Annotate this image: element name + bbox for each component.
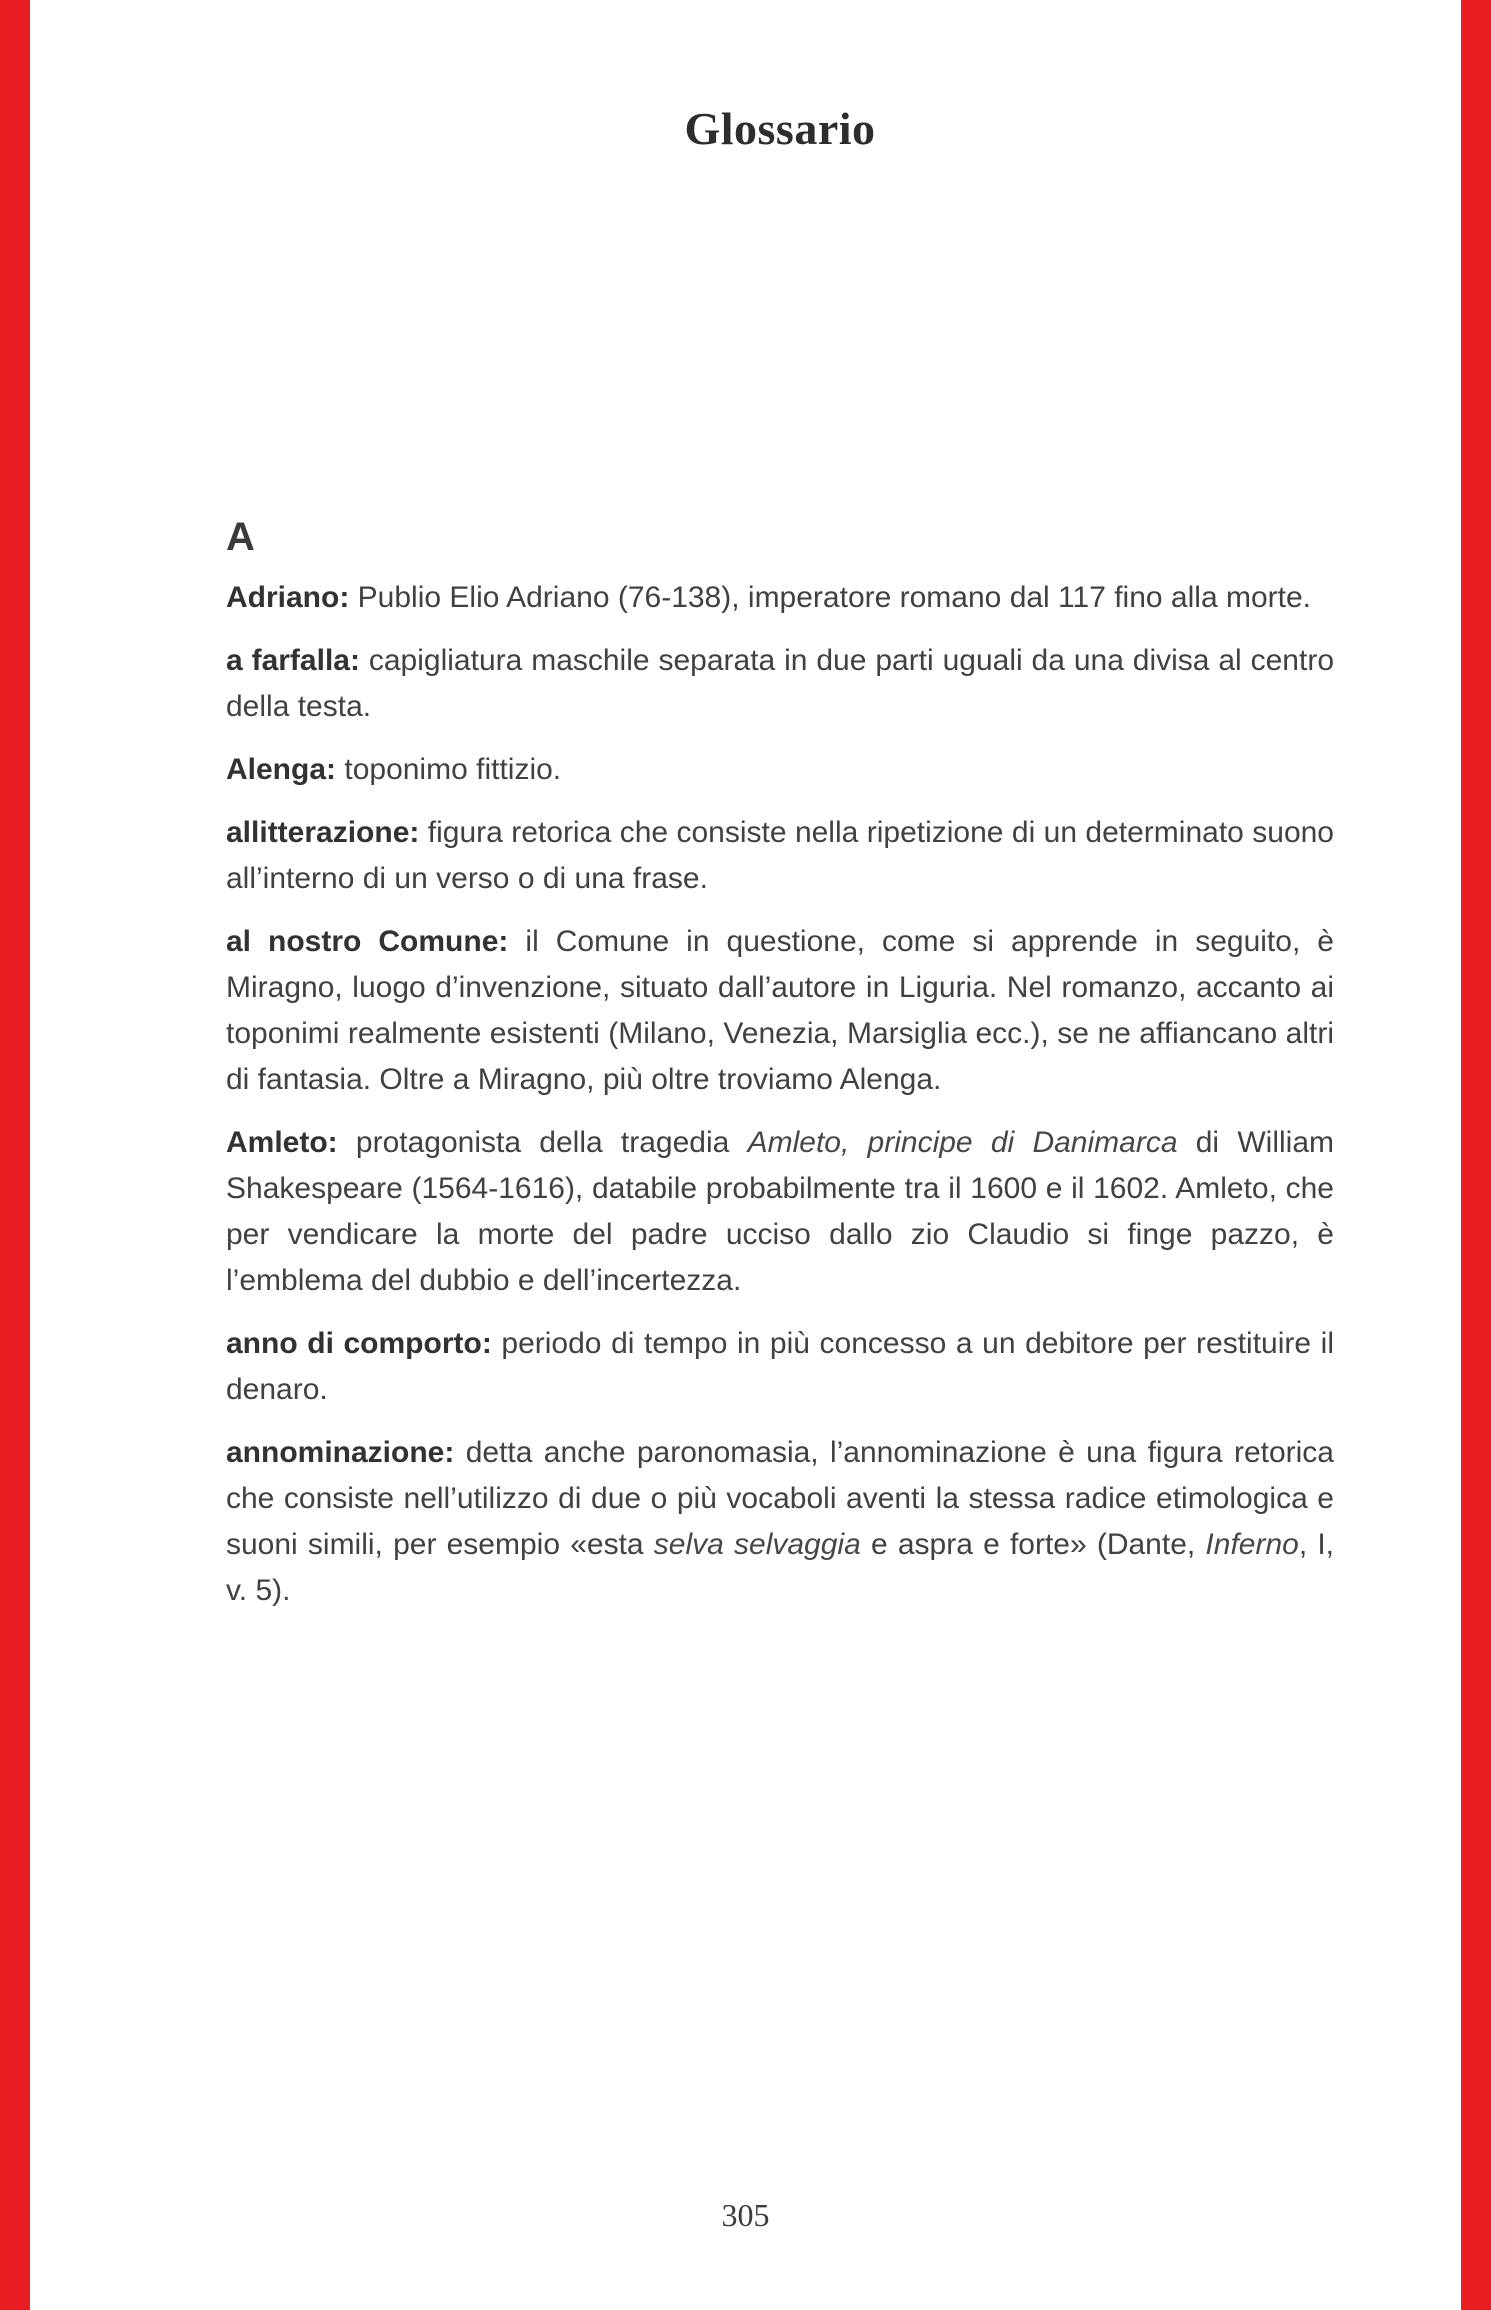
entry-term: anno di comporto: [226, 1327, 492, 1360]
entry-definition-text: Publio Elio Adriano (76-138), imperatore romano dal 117 fino alla morte. [357, 581, 1311, 614]
page-content [226, 0, 1334, 2310]
entry-definition-text: , I, v. 5). [226, 1528, 1335, 1607]
entry-definition-text: e aspra e forte» (Dante, [860, 1528, 1206, 1561]
entry-term: annominazione: [226, 1436, 455, 1469]
entry-definition-text: figura retorica che consiste nella ripetizione di un determinato suono all’interno di un verso o di una frase. [226, 816, 1334, 895]
entry-definition-text: il Comune in questione, come si apprende in seguito, è Miragno, luogo d’invenzione, situato dall’autore in Liguria. Nel romanzo, accanto ai toponimi realmente esistenti (Milano, Venezia, Marsiglia ecc.), se ne affiancano altri di fantasia. Oltre a Miragno, più oltre troviamo Alenga. [226, 925, 1334, 1096]
entry-definition-text: protagonista della tragedia [355, 1126, 748, 1159]
glossary-entry [226, 919, 1334, 1103]
left-red-page-edge [0, 0, 30, 2310]
glossary-entry [226, 1120, 1334, 1304]
entry-term: Amleto: [226, 1126, 338, 1159]
entry-term: Alenga: [226, 753, 337, 786]
entry-term: Adriano: [226, 581, 350, 614]
entry-definition-text: di William Shakespeare (1564-1616), databile probabilmente tra il 1600 e il 1602. Amleto, che per vendicare la morte del padre ucciso dallo zio Claudio si finge pazzo, è l’emblema del dubbio e dell’incertezza. [226, 1126, 1334, 1297]
entry-definition-italic: Inferno [1205, 1528, 1299, 1561]
entry-term: a farfalla: [226, 644, 360, 677]
glossary-entry [226, 810, 1334, 902]
glossary-entry [226, 747, 1334, 793]
page-number: 305 [721, 2197, 770, 2233]
glossary-entries [226, 575, 1334, 1614]
glossary-entry [226, 1321, 1334, 1413]
glossary-entry [226, 638, 1334, 730]
entry-definition-italic: Amleto, principe di Danimarca [747, 1126, 1178, 1159]
entry-definition-text: detta anche paronomasia, l’annominazione è una figura retorica che consiste nell’utilizzo di due o più vocaboli aventi la stessa radice etimologica e suoni simili, per esempio «esta [226, 1436, 1334, 1561]
entry-definition-text: periodo di tempo in più concesso a un debitore per restituire il denaro. [226, 1327, 1334, 1406]
right-red-page-edge [1461, 0, 1491, 2310]
entry-term: allitterazione: [226, 816, 420, 849]
glossary-entry [226, 575, 1334, 621]
section-letter: A [226, 515, 255, 559]
entry-term: al nostro Comune: [226, 925, 509, 958]
entry-definition-text: toponimo fittizio. [344, 753, 562, 786]
glossary-entry [226, 1430, 1334, 1614]
page-title: Glossario [684, 103, 876, 154]
entry-definition-italic: selva selvaggia [653, 1528, 861, 1561]
entry-definition-text: capigliatura maschile separata in due parti uguali da una divisa al centro della testa. [226, 644, 1335, 723]
